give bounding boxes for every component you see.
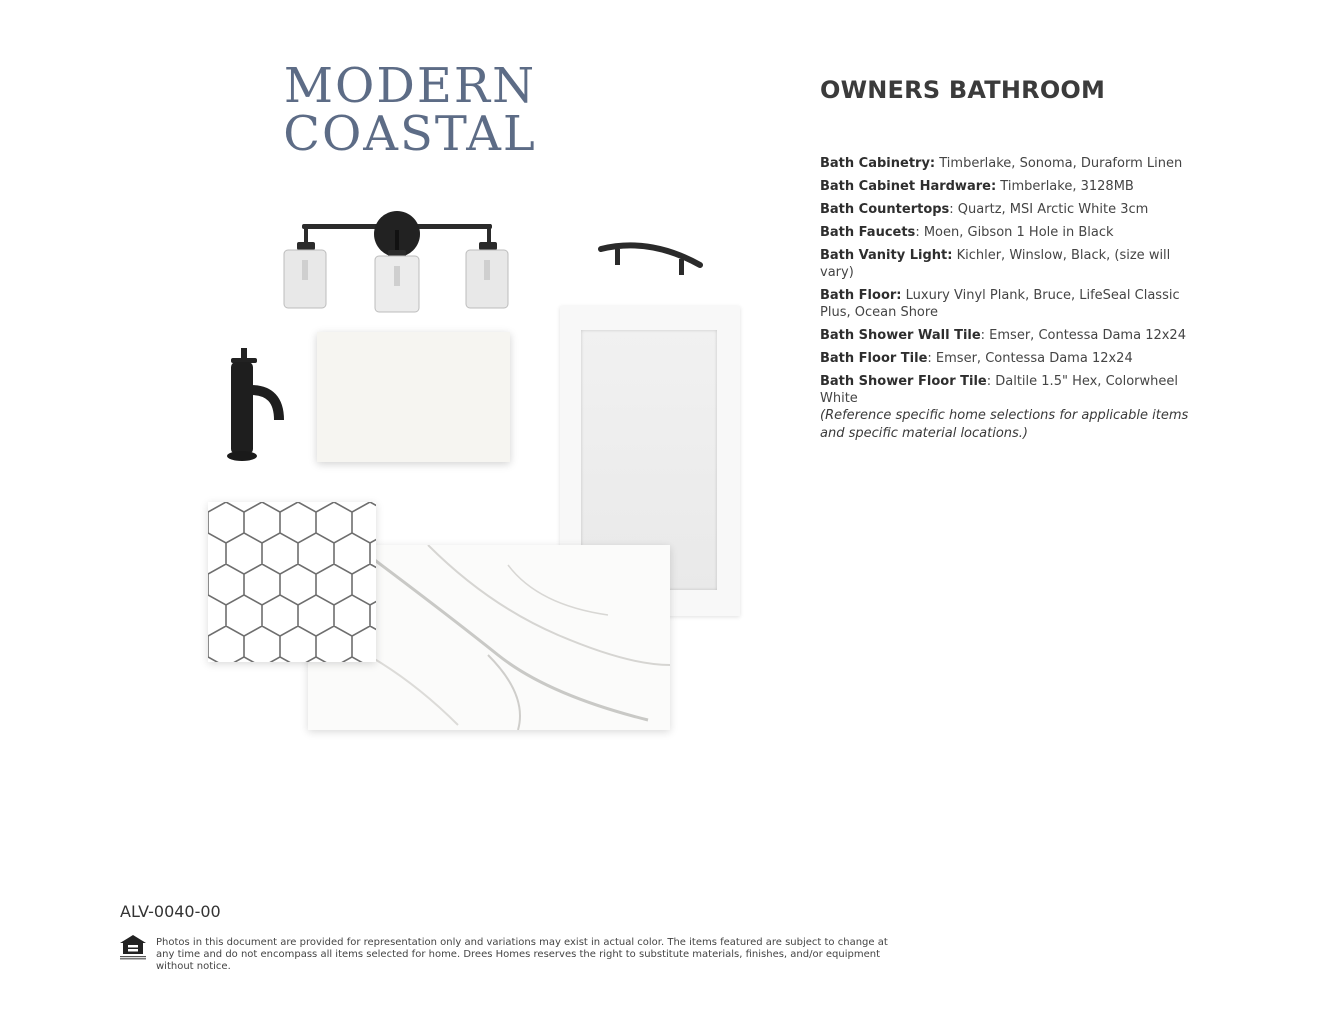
spec-item [820,247,1200,281]
spec-label: Bath Countertops [820,202,950,217]
spec-item [820,350,1200,367]
spec-label: Bath Vanity Light: [820,248,953,263]
spec-item [820,327,1200,344]
spec-item [820,224,1200,241]
disclaimer-text: Photos in this document are provided for representation only and variations may exist in actual color. The items featured are subject to change at any time and do not encompass all items selected for home. Drees Homes reserves the right to substitute materials, finishes, and/or equipment without notice. [156,937,888,972]
brand-logo [280,58,540,162]
page-title: OWNERS BATHROOM [820,76,1106,104]
spec-value: : Daltile 1.5" Hex, Colorwheel White [820,374,1178,406]
spec-value: : Quartz, MSI Arctic White 3cm [949,202,1149,217]
document-code: ALV-0040-00 [120,902,221,921]
spec-item [820,373,1200,407]
spec-value: : Emser, Contessa Dama 12x24 [980,328,1186,343]
spec-label: Bath Shower Wall Tile [820,328,981,343]
reference-note: (Reference specific home selections for applicable items and specific material locations.) [820,408,1189,441]
spec-item [820,201,1200,218]
vanity-light-icon [280,210,515,315]
spec-label: Bath Shower Floor Tile [820,374,987,389]
spec-value: : Emser, Contessa Dama 12x24 [927,351,1133,366]
spec-list [820,155,1200,413]
hex-tile-sample [208,502,376,662]
spec-label: Bath Faucets [820,225,916,240]
quartz-countertop-sample [317,332,510,462]
spec-item [820,155,1200,172]
spec-label: Bath Cabinetry: [820,156,936,171]
equal-housing-opportunity-icon [119,934,147,960]
logo-line-2: COASTAL [283,106,537,162]
spec-label: Bath Cabinet Hardware: [820,179,997,194]
spec-value: Timberlake, 3128MB [996,179,1134,194]
logo-line-1: MODERN [283,58,537,114]
cabinet-pull-icon [595,225,705,285]
spec-item [820,178,1200,195]
spec-label: Bath Floor: [820,288,902,303]
spec-value: Timberlake, Sonoma, Duraform Linen [935,156,1183,171]
spec-label: Bath Floor Tile [820,351,928,366]
spec-item [820,287,1200,321]
spec-value: Kichler, Winslow, Black, (size will vary) [820,248,1171,280]
faucet-icon [193,340,293,465]
spec-value: : Moen, Gibson 1 Hole in Black [915,225,1114,240]
spec-value: Luxury Vinyl Plank, Bruce, LifeSeal Classic Plus, Ocean Shore [820,288,1180,320]
